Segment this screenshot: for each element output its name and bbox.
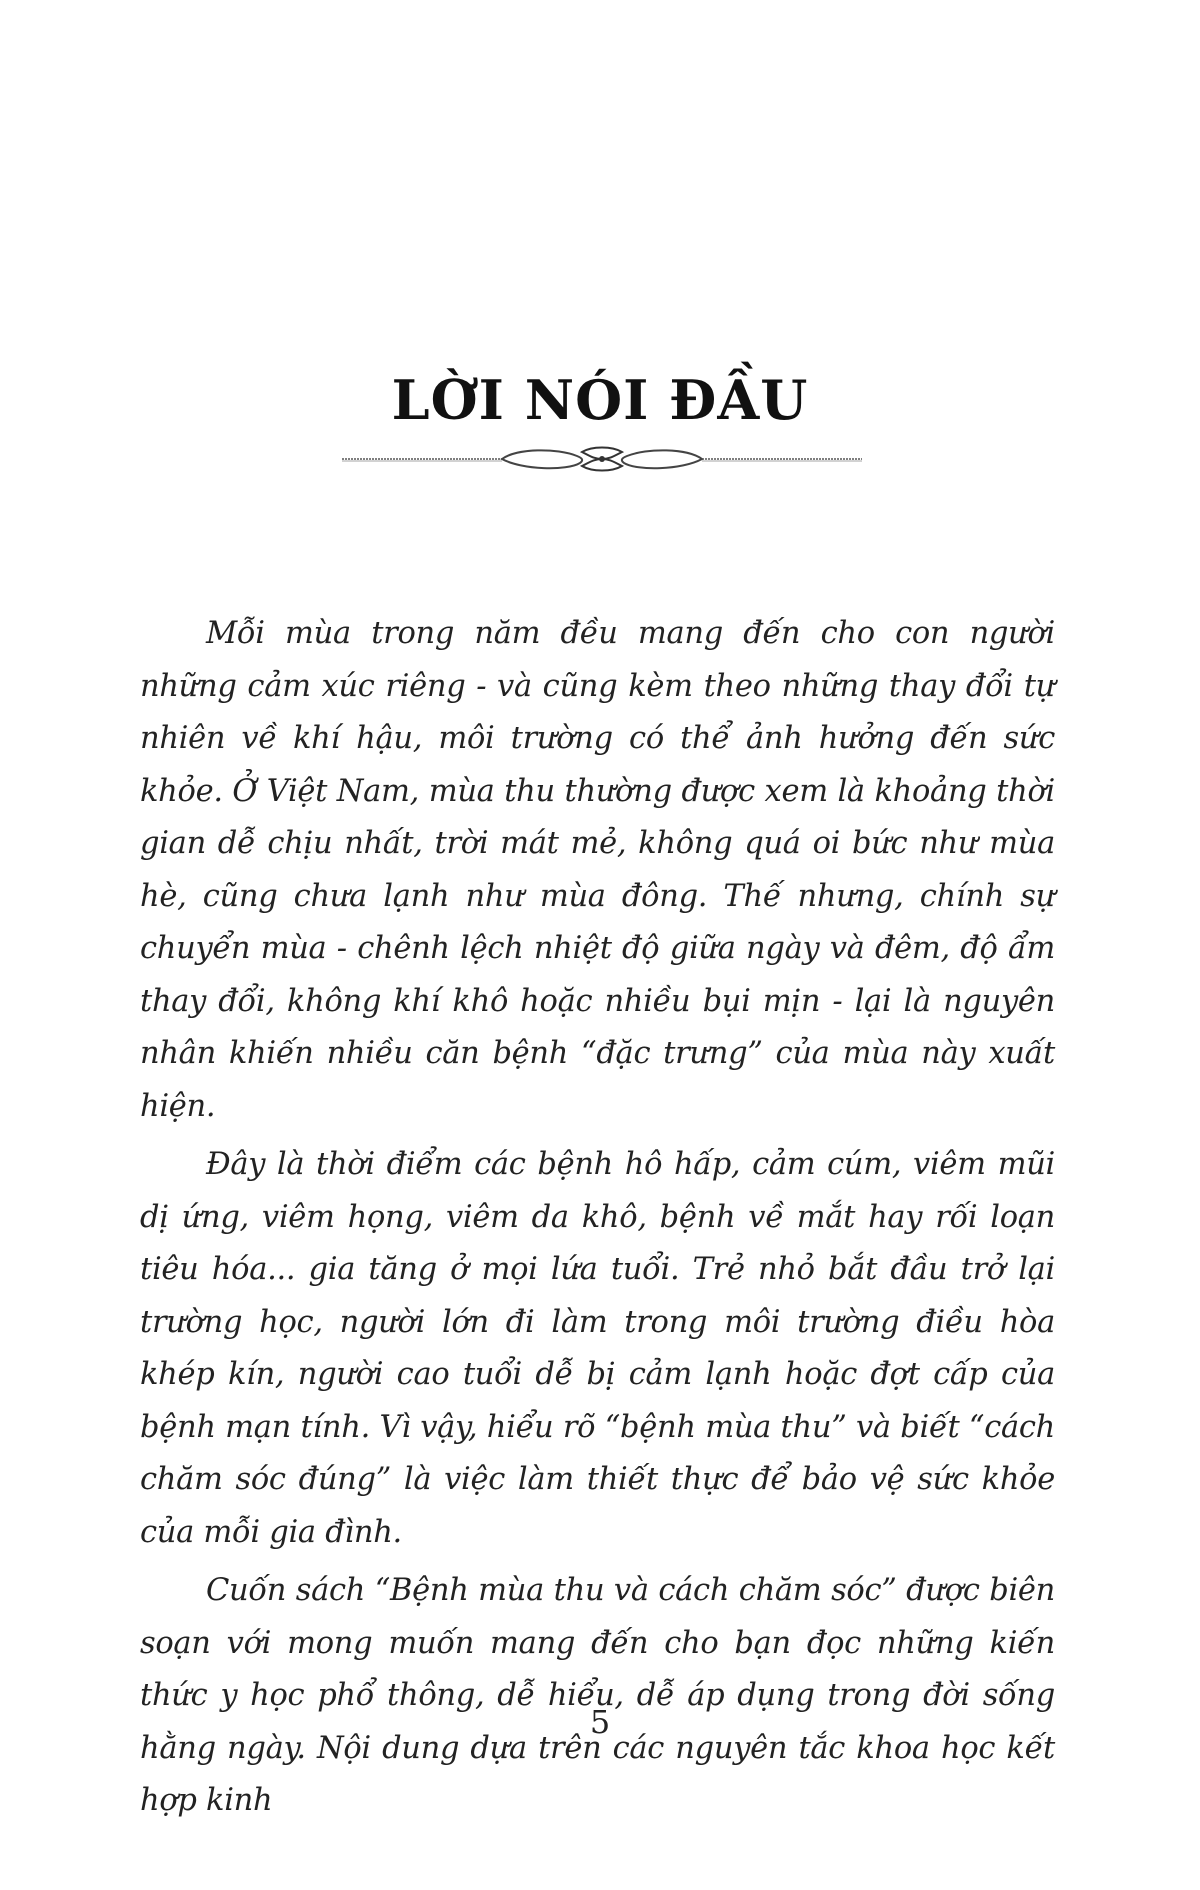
body-text (140, 608, 1055, 1834)
paragraph: Mỗi mùa trong năm đều mang đến cho con người những cảm xúc riêng - và cũng kèm theo những thay đổi tự nhiên về khí hậu, môi trường có thể ảnh hưởng đến sức khỏe. Ở Việt Nam, mùa thu thường được xem là khoảng thời gian dễ chịu nhất, trời mát mẻ, không quá oi bức như mùa hè, cũng chưa lạnh như mùa đông. Thế nhưng, chính sự chuyển mùa - chênh lệch nhiệt độ giữa ngày và đêm, độ ẩm thay đổi, không khí khô hoặc nhiều bụi mịn - lại là nguyên nhân khiến nhiều căn bệnh “đặc trưng” của mùa này xuất hiện. (140, 616, 1055, 1124)
paragraph: Đây là thời điểm các bệnh hô hấp, cảm cúm, viêm mũi dị ứng, viêm họng, viêm da khô, bệnh về mắt hay rối loạn tiêu hóa... gia tăng ở mọi lứa tuổi. Trẻ nhỏ bắt đầu trở lại trường học, người lớn đi làm trong môi trường điều hòa khép kín, người cao tuổi dễ bị cảm lạnh hoặc đợt cấp của bệnh mạn tính. Vì vậy, hiểu rõ “bệnh mùa thu” và biết “cách chăm sóc đúng” là việc làm thiết thực để bảo vệ sức khỏe của mỗi gia đình. (140, 1147, 1055, 1550)
title-ornament-divider (342, 444, 862, 474)
page-title: LỜI NÓI ĐẦU (391, 368, 809, 432)
paragraph: Cuốn sách “Bệnh mùa thu và cách chăm sóc” được biên soạn với mong muốn mang đến cho bạn đọc những kiến thức y học phổ thông, dễ hiểu, dễ áp dụng trong đời sống hằng ngày. Nội dung dựa trên các nguyên tắc khoa học kết hợp kinh (140, 1573, 1055, 1818)
page-number: 5 (589, 1703, 611, 1741)
